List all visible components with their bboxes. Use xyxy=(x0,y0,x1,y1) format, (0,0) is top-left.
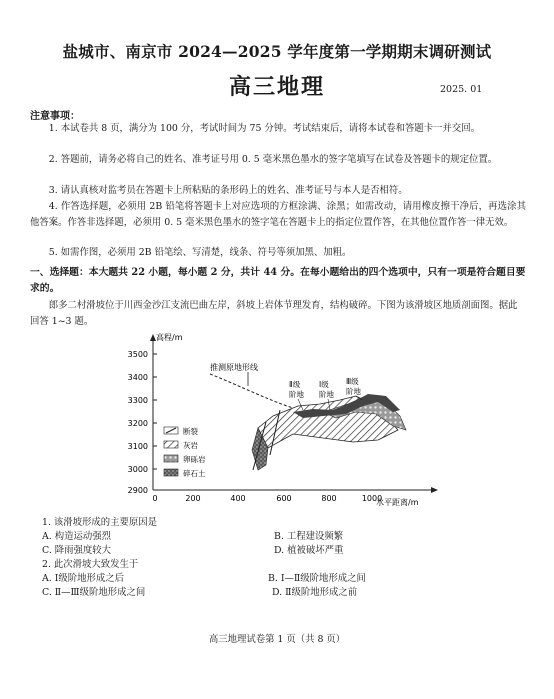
geological-profile-figure xyxy=(108,330,448,515)
terrace-label-3: Ⅲ级 xyxy=(346,377,359,386)
y-tick: 3500 xyxy=(127,350,148,359)
terrace-label-1: Ⅰ级 xyxy=(319,380,329,389)
q2-option-c: C. Ⅱ—Ⅲ级阶地形成之间 xyxy=(42,587,146,598)
notice-item-3: 3. 请认真核对监考员在答题卡上所粘贴的条形码上的姓名、准考证号与本人是否相符。 xyxy=(48,185,408,196)
y-tick: 2900 xyxy=(127,486,148,495)
exam-date: 2025. 01 xyxy=(440,84,483,95)
page-footer: 高三地理试卷第 1 页（共 8 页） xyxy=(208,634,346,645)
q2-option-d: D. Ⅱ级阶地形成之前 xyxy=(272,587,358,598)
legend-limestone: 灰岩 xyxy=(183,441,198,450)
y-tick: 3100 xyxy=(127,442,148,451)
question-2-stem: 2. 此次滑坡大致发生于 xyxy=(42,559,139,570)
q1-option-a: A. 构造运动强烈 xyxy=(42,531,111,542)
notice-item-4: 4. 作答选择题，必须用 2B 铅笔将答题卡上对应选项的方框涂满、涂黑；如需改动，请用橡皮擦干净后，再选涂其他答案。作答非选择题，必须用 0. 5 毫米黑色墨水的签字笔在答题卡上的指定位置作答，在其他位置作答一律无效。 xyxy=(30,201,526,228)
x-tick: 1000 xyxy=(361,494,383,503)
q1-option-b: B. 工程建设频繁 xyxy=(274,531,344,542)
y-tick: 3400 xyxy=(127,373,148,382)
y-axis-label: 高程/m xyxy=(156,333,183,342)
x-tick: 200 xyxy=(185,494,201,503)
q2-option-a: A. Ⅰ级阶地形成之后 xyxy=(42,573,125,584)
notice-item-2: 2. 答题前，请务必将自己的姓名、准考证号用 0. 5 毫米黑色墨水的签字笔填写在试卷及答题卡的规定位置。 xyxy=(48,154,498,165)
q2-option-b: B. Ⅰ—Ⅱ级阶地形成之间 xyxy=(268,573,366,584)
exam-title: 盐城市、南京市 2024—2025 学年度第一学期期末调研测试 xyxy=(62,42,492,61)
notice-item-5: 5. 如需作图，必须用 2B 铅笔绘、写清楚，线条、符号等须加黑、加粗。 xyxy=(48,247,352,258)
notice-item-1: 1. 本试卷共 8 页，满分为 100 分，考试时间为 75 分钟。考试结束后，请将本试卷和答题卡一并交回。 xyxy=(48,123,481,134)
subject-title: 高三地理 xyxy=(228,74,325,100)
x-tick: 400 xyxy=(230,494,246,503)
legend xyxy=(164,426,206,478)
x-tick: 0 xyxy=(152,494,158,503)
legend-gravel: 碎石土 xyxy=(183,469,206,478)
y-tick: 3300 xyxy=(127,396,148,405)
legend-conglomerate: 卵砾岩 xyxy=(183,455,206,464)
inferred-terrain-label: 推测原地形线 xyxy=(210,363,258,372)
x-tick: 600 xyxy=(276,494,292,503)
y-tick: 3200 xyxy=(127,419,148,428)
question-1-stem: 1. 该滑坡形成的主要原因是 xyxy=(42,517,158,528)
terrace-label-2: Ⅱ级 xyxy=(289,380,301,389)
terrace-label-2-sub: 阶地 xyxy=(289,390,304,399)
section-heading: 一、选择题：本大题共 22 小题，每小题 2 分，共计 44 分。在每小题给出的四个选项中，只有一项是符合题目要求的。 xyxy=(30,267,526,294)
section-intro: 郎多二村滑坡位于川西金沙江支流巴曲左岸，斜坡上岩体节理发育，结构破碎。下图为该滑坡区地质剖面图。据此回答 1~3 题。 xyxy=(30,300,518,327)
x-tick: 800 xyxy=(321,494,337,503)
terrace-label-1-sub: 阶地 xyxy=(319,390,334,399)
q1-option-c: C. 降雨强度较大 xyxy=(42,545,112,556)
y-tick: 3000 xyxy=(127,465,148,474)
q1-option-d: D. 植被破坏严重 xyxy=(274,545,344,556)
x-axis-label: 水平距离/m xyxy=(376,498,419,507)
notice-heading: 注意事项： xyxy=(30,111,80,122)
terrace-label-3-sub: 阶地 xyxy=(346,387,361,396)
inferred-terrain-line xyxy=(210,374,293,408)
legend-fault: 断裂 xyxy=(183,427,198,436)
